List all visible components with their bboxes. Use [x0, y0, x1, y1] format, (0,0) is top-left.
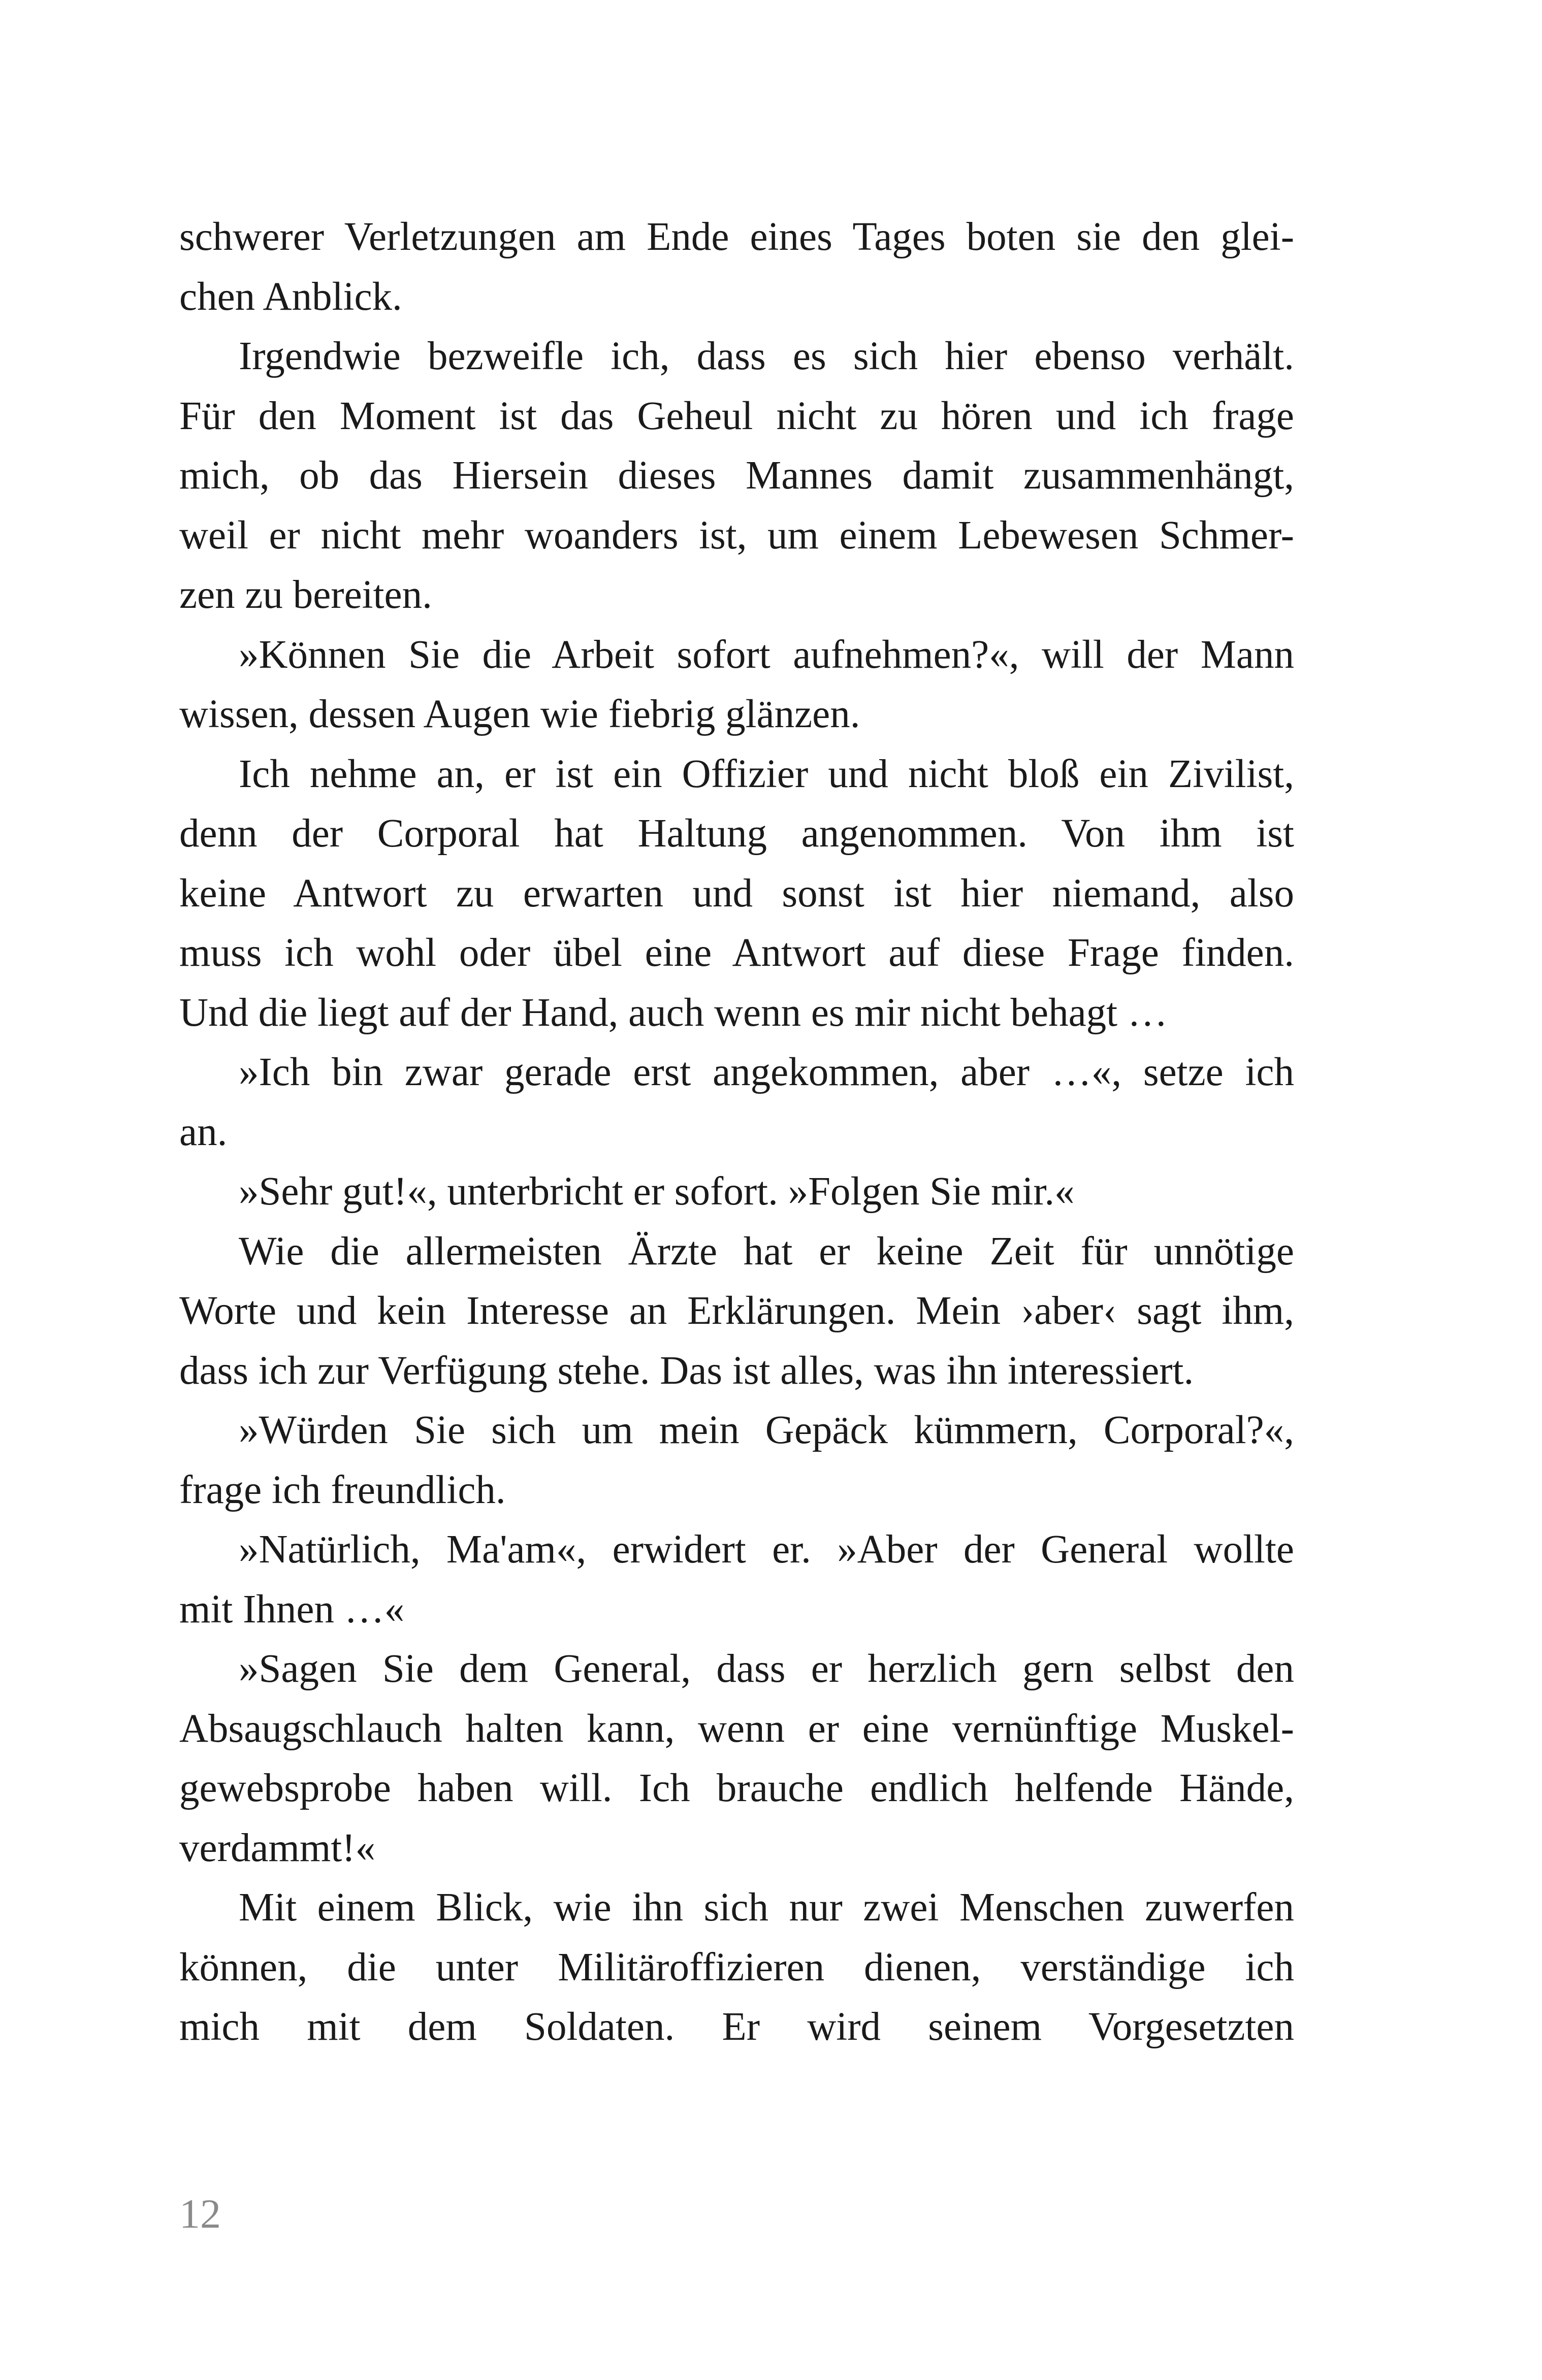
text-line: keine Antwort zu erwarten und sonst ist hier niemand, also — [179, 871, 1294, 916]
text-line: »Ich bin zwar gerade erst angekommen, aber …«, setze ich — [239, 1050, 1294, 1094]
text-line: frage ich freundlich. — [179, 1468, 506, 1512]
text-line: »Sagen Sie dem General, dass er herzlich gern selbst den — [239, 1647, 1294, 1691]
text-line: mich mit dem Soldaten. Er wird seinem Vorgesetzten — [179, 2005, 1294, 2049]
text-line: Worte und kein Interesse an Erklärungen. Mein ›aber‹ sagt ihm, — [179, 1289, 1294, 1333]
text-line: denn der Corporal hat Haltung angenommen. Von ihm ist — [179, 811, 1294, 856]
text-line: an. — [179, 1110, 228, 1154]
text-line: Irgendwie bezweifle ich, dass es sich hier ebenso verhält. — [239, 334, 1294, 378]
text-line: gewebsprobe haben will. Ich brauche endlich helfende Hände, — [179, 1766, 1294, 1810]
text-line: Und die liegt auf der Hand, auch wenn es mir nicht behagt … — [179, 990, 1168, 1035]
text-line: muss ich wohl oder übel eine Antwort auf diese Frage finden. — [179, 931, 1294, 975]
text-line: weil er nicht mehr woanders ist, um einem Lebewesen Schmer- — [179, 513, 1294, 558]
text-line: chen Anblick. — [179, 274, 402, 319]
text-line: Ich nehme an, er ist ein Offizier und nicht bloß ein Zivilist, — [239, 752, 1294, 796]
body-text — [179, 207, 1294, 2057]
text-line: »Können Sie die Arbeit sofort aufnehmen?«, will der Mann — [239, 632, 1294, 677]
text-line: »Natürlich, Ma'am«, erwidert er. »Aber der General wollte — [239, 1527, 1294, 1572]
text-line: können, die unter Militäroffizieren dienen, verständige ich — [179, 1945, 1294, 1990]
page-number: 12 — [179, 2191, 221, 2237]
text-line: »Würden Sie sich um mein Gepäck kümmern, Corporal?«, — [239, 1408, 1294, 1452]
text-line: Absaugschlauch halten kann, wenn er eine vernünftige Muskel- — [179, 1706, 1294, 1751]
text-line: mich, ob das Hiersein dieses Mannes damit zusammenhängt, — [179, 453, 1294, 498]
text-line: verdammt!« — [179, 1825, 376, 1870]
text-line: Wie die allermeisten Ärzte hat er keine Zeit für unnötige — [239, 1229, 1294, 1274]
text-line: Für den Moment ist das Geheul nicht zu hören und ich frage — [179, 394, 1294, 438]
text-line: schwerer Verletzungen am Ende eines Tages boten sie den glei- — [179, 215, 1294, 259]
text-line: mit Ihnen …« — [179, 1587, 405, 1632]
text-line: dass ich zur Verfügung stehe. Das ist alles, was ihn interessiert. — [179, 1348, 1194, 1393]
text-line: zen zu bereiten. — [179, 573, 432, 617]
text-line: wissen, dessen Augen wie fiebrig glänzen. — [179, 692, 860, 736]
text-line: Mit einem Blick, wie ihn sich nur zwei Menschen zuwerfen — [239, 1885, 1294, 1930]
text-line: »Sehr gut!«, unterbricht er sofort. »Folgen Sie mir.« — [239, 1169, 1075, 1214]
